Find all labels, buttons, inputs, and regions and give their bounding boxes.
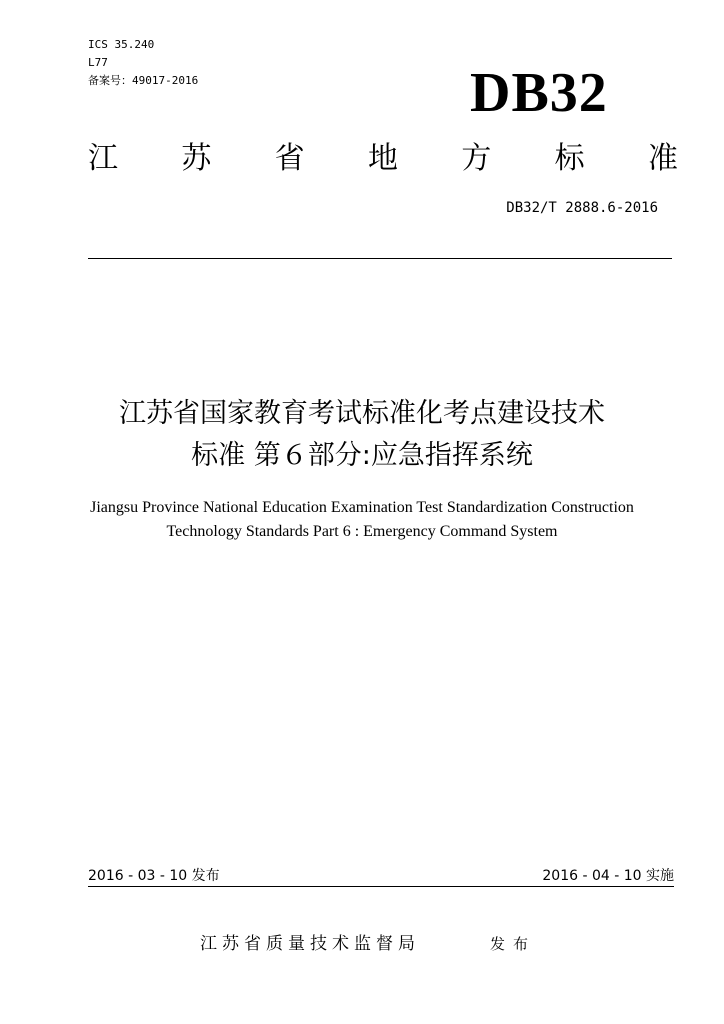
chinese-title: [40, 393, 684, 477]
implementation-date: 2016 - 04 - 10 实施: [542, 868, 674, 884]
heading-char: 标: [554, 141, 585, 176]
record-number: 备案号：49017-2016: [88, 74, 199, 87]
top-divider: [88, 258, 672, 259]
chinese-title-line-2: 标准 第６部分:应急指挥系统: [191, 440, 533, 471]
english-title-line-1: Jiangsu Province National Education Examination Test Standardization Construction: [90, 499, 634, 516]
heading-char: 省: [274, 141, 305, 176]
heading-char: 方: [461, 141, 492, 176]
heading-char: 江: [88, 141, 118, 176]
publish-label: 发布: [490, 935, 537, 953]
heading-char: 准: [647, 141, 678, 176]
ics-code: ICS 35.240: [88, 38, 155, 51]
heading-char: 地: [367, 141, 398, 176]
chinese-title-line-1: 江苏省国家教育考试标准化考点建设技术: [119, 398, 605, 429]
province-standard-heading: [88, 139, 678, 179]
standard-code-logo: DB32: [470, 62, 608, 124]
english-title-line-2: Technology Standards Part 6 : Emergency Command System: [166, 523, 558, 540]
issue-date: 2016 - 03 - 10 发布: [88, 868, 220, 884]
bottom-divider: [88, 886, 674, 887]
classification-code: L77: [88, 56, 108, 69]
publisher-name: 江苏省质量技术监督局: [200, 934, 420, 954]
heading-char: 苏: [181, 141, 212, 176]
english-title: [40, 496, 684, 544]
standard-number: DB32/T 2888.6-2016: [506, 200, 658, 216]
